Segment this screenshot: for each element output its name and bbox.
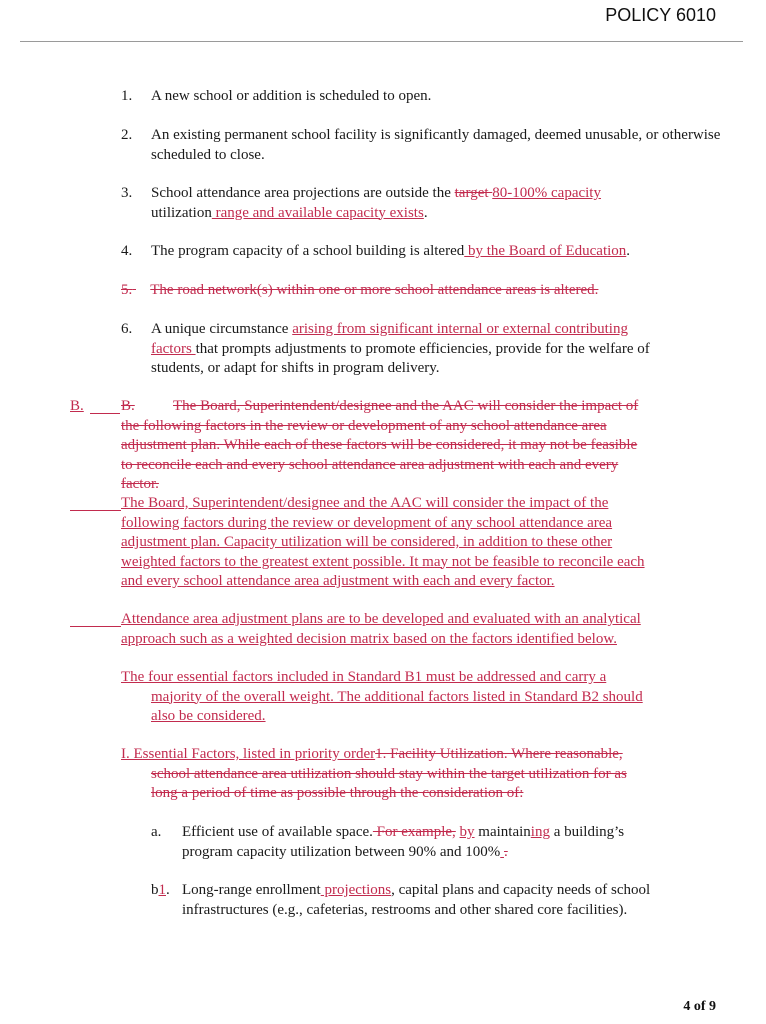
deleted-line: The Board, Superintendent/designee and the AAC will consider the impact of — [173, 398, 639, 414]
essential-factors-intro — [121, 668, 643, 727]
inserted-text: by — [459, 824, 475, 840]
deleted-text: target — [454, 185, 493, 201]
item-2-text: An existing permanent school facility is significantly damaged, deemed unusable, or otherwise scheduled to close. — [151, 127, 721, 163]
weighted-matrix-paragraph — [121, 610, 641, 649]
list-item-1 — [121, 87, 132, 107]
inserted-text: ing — [530, 824, 550, 840]
item-1-text: A new school or addition is scheduled to open. — [151, 88, 432, 104]
deleted-line: to reconcile each and every school attendance area adjustment with each and every — [121, 456, 619, 473]
subitem-text-part: Efficient use of available space. — [182, 824, 373, 840]
inserted-line: adjustment plan. Capacity utilization will be considered, in addition to these other — [121, 534, 613, 550]
deleted-text: The road network(s) within one or more school attendance areas is altered. — [150, 282, 599, 298]
inserted-line: The four essential factors included in Standard B1 must be addressed and carry a — [121, 669, 607, 685]
section-b-inserted-paragraph — [121, 494, 645, 592]
inserted-tab-line — [70, 626, 121, 627]
inserted-text: range and available capacity exists — [211, 204, 424, 221]
deleted-text: long a period of time as possible through the consideration of: — [151, 785, 524, 801]
inserted-text: arising from significant internal or external contributing — [292, 321, 628, 337]
section-b-inserted-label: B. — [70, 398, 84, 414]
inserted-tab-line — [70, 510, 121, 511]
item-number: 3. — [121, 185, 133, 201]
subitem-label: a. — [151, 824, 162, 840]
inserted-line: also be considered. — [151, 708, 266, 724]
subitem-label-part: b — [151, 882, 159, 898]
list-item-5-deleted — [121, 281, 598, 301]
inserted-line: approach such as a weighted decision matrix based on the factors identified below. — [121, 630, 617, 647]
item-6-text-part: that prompts adjustments to promote efficiencies, provide for the welfare of — [195, 340, 650, 357]
item-6-text-part: students, or adapt for shifts in program delivery. — [151, 360, 440, 376]
deleted-text: For example, — [372, 824, 456, 840]
deleted-line: factor. — [121, 476, 159, 492]
inserted-line: weighted factors to the greatest extent possible. It may not be feasible to reconcile each — [121, 553, 645, 570]
subitem-text-part: program capacity utilization between 90% and 100% — [182, 843, 501, 860]
subitem-text-part: maintain — [474, 824, 531, 840]
inserted-line: The Board, Superintendent/designee and the AAC will consider the impact of the — [121, 495, 609, 511]
subitem-text-part: infrastructures (e.g., cafeterias, restrooms and other shared core facilities). — [182, 901, 628, 918]
inserted-text: factors — [151, 340, 196, 357]
subitem-b-text — [182, 881, 650, 920]
inserted-text: 80-100% capacity — [492, 185, 601, 201]
inserted-line: and every school attendance area adjustment with each and every factor. — [121, 573, 555, 589]
deleted-text: . — [503, 843, 508, 860]
item-3-text-part: utilization — [151, 204, 212, 221]
policy-title: POLICY 6010 — [605, 5, 716, 25]
item-3-text — [151, 184, 731, 223]
section-b-deleted-paragraph — [121, 397, 638, 495]
deleted-text: school attendance area utilization should stay within the target utilization for as — [151, 765, 627, 782]
deleted-line: adjustment plan. While each of these factors will be considered, it may not be feasible — [121, 437, 638, 453]
essential-factors-heading — [121, 745, 627, 804]
inserted-line: following factors during the review or development of any school attendance area — [121, 514, 613, 531]
section-b-deleted-label: B. — [121, 398, 135, 414]
header-divider — [20, 41, 743, 42]
subitem-label — [151, 881, 170, 901]
inserted-line: majority of the overall weight. The additional factors listed in Standard B2 should — [151, 688, 643, 705]
item-number: 4. — [121, 243, 133, 259]
item-4-text — [151, 242, 630, 262]
item-6-text — [151, 320, 650, 379]
deleted-line: the following factors in the review or development of any school attendance area — [121, 417, 607, 434]
inserted-line: Attendance area adjustment plans are to be developed and evaluated with an analytical — [121, 611, 641, 627]
deleted-text: 1. Facility Utilization. Where reasonable, — [375, 746, 623, 762]
page-number: 4 of 9 — [683, 998, 716, 1014]
deleted-tab — [132, 281, 150, 301]
inserted-text: by the Board of Education — [464, 243, 627, 259]
item-number: 6. — [121, 321, 133, 337]
item-4-text-part: The program capacity of a school building is altered — [151, 243, 465, 259]
inserted-tab-line — [90, 413, 120, 414]
inserted-text: I. Essential Factors, listed in priority order — [121, 746, 376, 762]
inserted-text: projections — [320, 882, 392, 898]
item-number: 5. — [121, 282, 133, 298]
item-6-text-part: A unique circumstance — [151, 321, 293, 337]
item-number: 1. — [121, 88, 133, 104]
subitem-text-part: a building’s — [549, 824, 625, 840]
inserted-text: 1 — [158, 882, 166, 898]
item-3-text-part: . — [423, 204, 428, 221]
item-number: 2. — [121, 127, 133, 143]
subitem-label-part: . — [166, 882, 170, 898]
item-3-text-part: School attendance area projections are outside the — [151, 185, 455, 201]
subitem-a-text — [182, 823, 624, 862]
subitem-text-part: Long-range enrollment — [182, 882, 321, 898]
deleted-tab — [121, 397, 173, 417]
item-4-text-part: . — [626, 243, 631, 259]
subitem-text-part: , capital plans and capacity needs of school — [391, 882, 651, 898]
